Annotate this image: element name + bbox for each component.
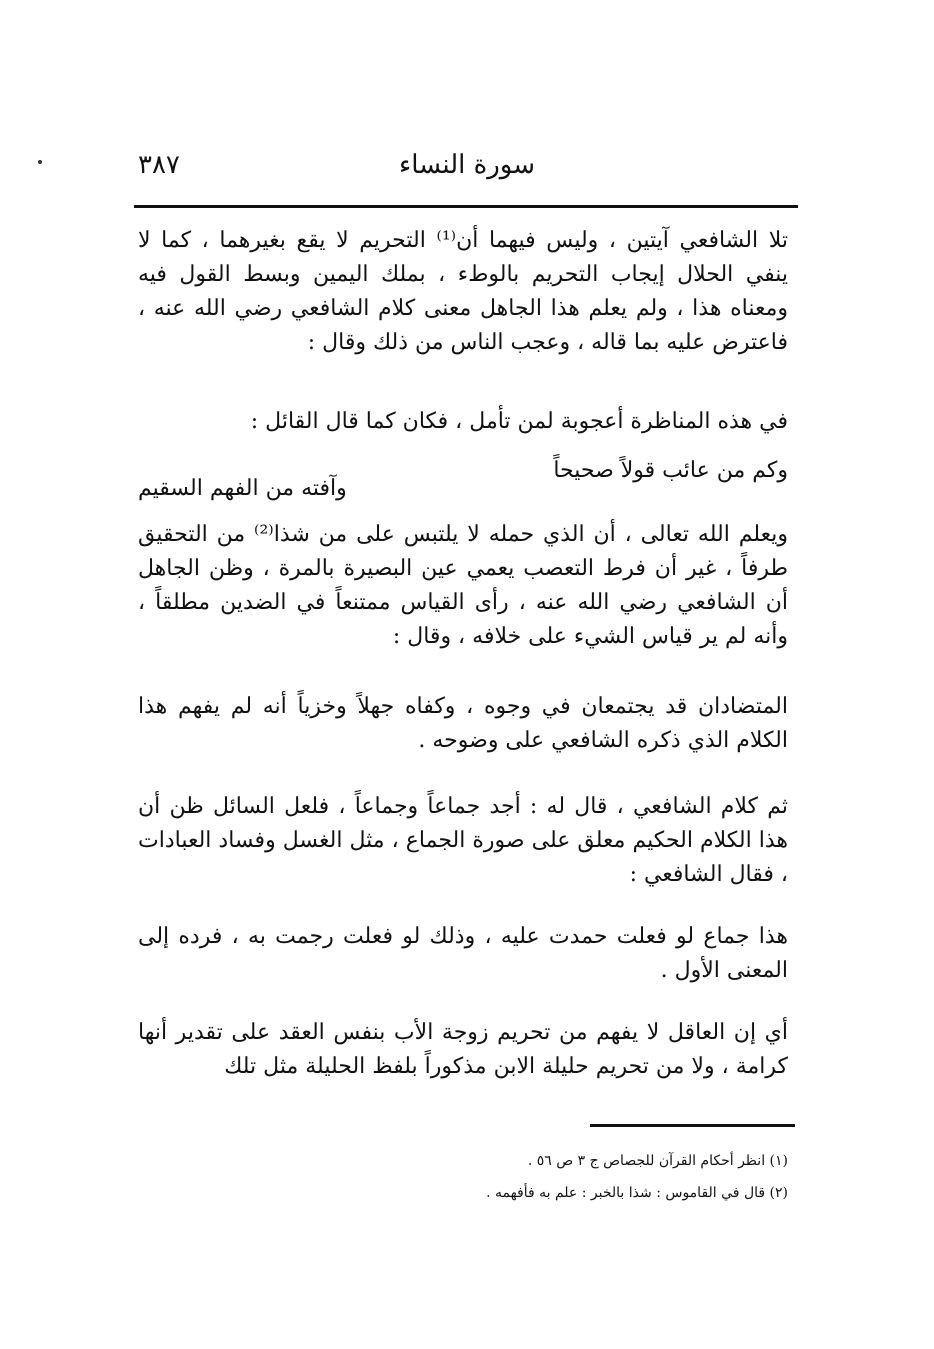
- paragraph-3: ويعلم الله تعالى ، أن الذي حمله لا يلتبس على من شذا⁽²⁾ من التحقيق طرفاً ، غير أن فرط التعصب يعمي عين البصيرة بالمرة ، وظن الجاهل أن الشافعي رضي الله عنه ، رأى القياس ممتنعاً في الضدين مطلقاً ، وأنه لم ير قياس الشيء على خلافه ، وقال :: [138, 522, 788, 649]
- header-rule: [134, 205, 798, 208]
- page-number: ٣٨٧: [138, 150, 180, 180]
- poetry-verse: [138, 458, 788, 501]
- paragraph-5: ثم كلام الشافعي ، قال له : أجد جماعاً وجماعاً ، فلعل السائل ظن أن هذا الكلام الحكيم معلق على صورة الجماع ، مثل الغسل وفساد العبادات ، فقال الشافعي :: [138, 794, 788, 887]
- paragraph-6: هذا جماع لو فعلت حمدت عليه ، وذلك لو فعلت رجمت به ، فرده إلى المعنى الأول .: [138, 924, 788, 983]
- stray-ink-dot: [38, 160, 42, 164]
- footnote-rule: [590, 1124, 795, 1127]
- footnote-1: (١) انظر أحكام القرآن للجصاص ج ٣ ص ٥٦ .: [527, 1153, 788, 1169]
- paragraph-7: أي إن العاقل لا يفهم من تحريم زوجة الأب بنفس العقد على تقدير أنها كرامة ، ولا من تحريم حليلة الابن مذكوراً بلفظ الحليلة مثل تلك: [138, 1020, 788, 1079]
- surah-title: سورة النساء: [399, 150, 535, 180]
- paragraph-2: في هذه المناظرة أعجوبة لمن تأمل ، فكان كما قال القائل :: [250, 409, 788, 434]
- paragraph-4: المتضادان قد يجتمعان في وجوه ، وكفاه جهلاً وخزياً أنه لم يفهم هذا الكلام الذي ذكره الشافعي على وضوحه .: [138, 694, 788, 753]
- paragraph-1: تلا الشافعي آيتين ، وليس فيهما أن⁽¹⁾ التحريم لا يقع بغيرهما ، كما لا ينفي الحلال إيجاب التحريم بالوطء ، بملك اليمين وبسط القول فيه ومعناه هذا ، ولم يعلم هذا الجاهل معنى كلام الشافعي رضي الله عنه ، فاعترض عليه بما قاله ، وعجب الناس من ذلك وقال :: [138, 228, 788, 355]
- page-header: [138, 150, 796, 190]
- verse-hemistich-1: وكم من عائب قولاً صحيحاً: [553, 458, 788, 483]
- footnote-2: (٢) قال في القاموس : شذا بالخبر : علم به فأفهمه .: [486, 1185, 788, 1201]
- verse-hemistich-2: وآفته من الفهم السقيم: [138, 476, 347, 501]
